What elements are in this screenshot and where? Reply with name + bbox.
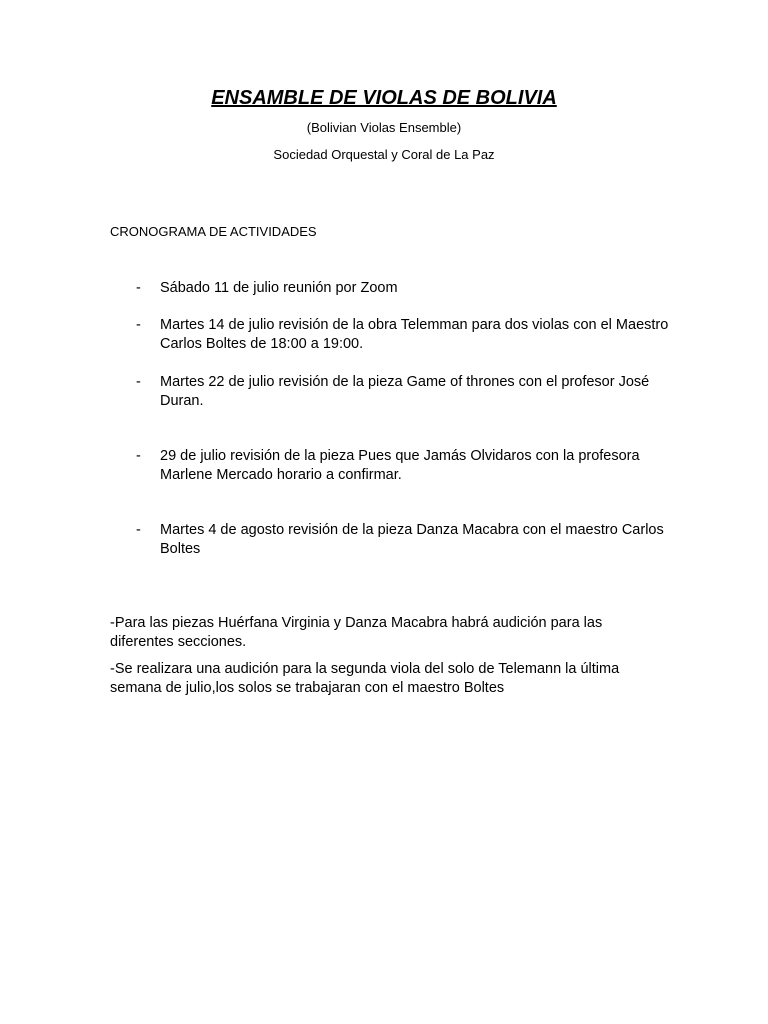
audition-note: -Para las piezas Huérfana Virginia y Danza Macabra habrá audición para las diferentes secciones. <box>110 615 603 650</box>
document-subtitle: (Bolivian Violas Ensemble) <box>306 120 462 135</box>
schedule-item-text: Martes 22 de julio revisión de la pieza Game of thrones con el profesor José Duran. <box>160 374 650 409</box>
bullet-dash: - <box>136 317 141 333</box>
bullet-dash: - <box>136 280 141 296</box>
solo-audition-note: -Se realizara una audición para la segunda viola del solo de Telemann la última semana de julio,los solos se trabajaran con el maestro Boltes <box>110 661 620 696</box>
bullet-dash: - <box>136 522 141 538</box>
schedule-item-text: Martes 14 de julio revisión de la obra Telemman para dos violas con el Maestro Carlos Boltes de 18:00 a 19:00. <box>160 317 669 352</box>
bullet-dash: - <box>136 374 141 390</box>
organization-name: Sociedad Orquestal y Coral de La Paz <box>273 147 495 162</box>
schedule-item-text: 29 de julio revisión de la pieza Pues que Jamás Olvidaros con la profesora Marlene Mercado horario a confirmar. <box>160 448 640 483</box>
schedule-heading: CRONOGRAMA DE ACTIVIDADES <box>110 224 317 239</box>
schedule-item-text: Sábado 11 de julio reunión por Zoom <box>160 280 398 296</box>
schedule-item-text: Martes 4 de agosto revisión de la pieza Danza Macabra con el maestro Carlos Boltes <box>160 522 664 557</box>
bullet-dash: - <box>136 448 141 464</box>
document-title: ENSAMBLE DE VIOLAS DE BOLIVIA <box>211 87 557 109</box>
